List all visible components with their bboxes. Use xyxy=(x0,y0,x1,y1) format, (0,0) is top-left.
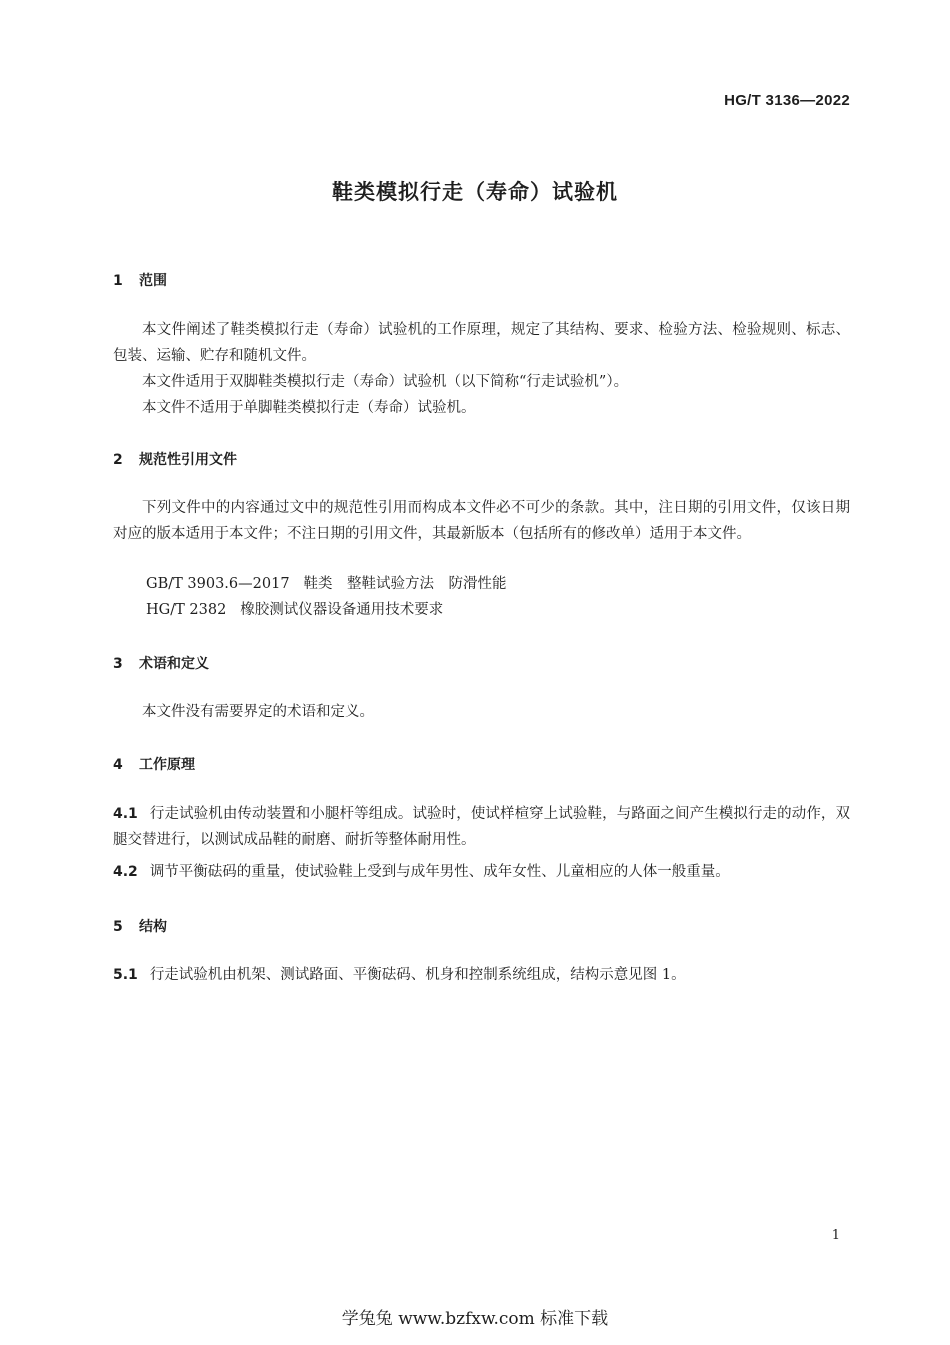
section-4-heading xyxy=(113,754,195,774)
section-5-heading xyxy=(113,916,167,936)
reference-item xyxy=(146,571,507,597)
clause-number: 5.1 xyxy=(113,967,138,983)
section-title: 范围 xyxy=(139,273,167,289)
clause-text: 调节平衡砝码的重量，使试验鞋上受到与成年男性、成年女性、儿童相应的人体一般重量。 xyxy=(149,864,730,880)
clause-number: 4.2 xyxy=(113,864,138,880)
section-3-paragraph-1: 本文件没有需要界定的术语和定义。 xyxy=(142,704,374,720)
reference-title: 橡胶测试仪器设备通用技术要求 xyxy=(240,602,444,618)
section-1-paragraph-3: 本文件不适用于单脚鞋类模拟行走（寿命）试验机。 xyxy=(142,400,476,416)
section-1-heading xyxy=(113,270,167,290)
reference-item xyxy=(146,597,443,623)
reference-code: GB/T 3903.6—2017 xyxy=(146,576,290,592)
footer-watermark: 学兔兔 www.bzfxw.com 标准下载 xyxy=(341,1309,609,1329)
page-number: 1 xyxy=(831,1228,840,1243)
reference-title: 鞋类 整鞋试验方法 防滑性能 xyxy=(303,576,507,592)
clause-text: 行走试验机由机架、测试路面、平衡砝码、机身和控制系统组成，结构示意见图 1。 xyxy=(149,967,686,983)
clause-4-2 xyxy=(113,859,850,885)
section-number: 3 xyxy=(113,656,123,672)
reference-code: HG/T 2382 xyxy=(146,602,227,618)
section-2-paragraph-1: 下列文件中的内容通过文中的规范性引用而构成本文件必不可少的条款。其中，注日期的引用文件，仅该日期对应的版本适用于本文件；不注日期的引用文件，其最新版本（包括所有的修改单）适用于本文件。 xyxy=(113,500,850,542)
section-title: 术语和定义 xyxy=(139,656,209,672)
section-3-heading xyxy=(113,653,209,673)
section-title: 工作原理 xyxy=(139,757,195,773)
clause-text: 行走试验机由传动装置和小腿杆等组成。试验时，使试样楦穿上试验鞋，与路面之间产生模拟行走的动作，双腿交替进行，以测试成品鞋的耐磨、耐折等整体耐用性。 xyxy=(113,806,850,848)
section-title: 结构 xyxy=(139,919,167,935)
clause-4-1 xyxy=(113,801,850,853)
section-1-paragraph-2: 本文件适用于双脚鞋类模拟行走（寿命）试验机（以下简称“行走试验机”）。 xyxy=(142,374,629,390)
section-2-heading xyxy=(113,449,237,469)
section-number: 1 xyxy=(113,273,123,289)
section-number: 5 xyxy=(113,919,123,935)
section-number: 2 xyxy=(113,452,123,468)
section-1-paragraph-1: 本文件阐述了鞋类模拟行走（寿命）试验机的工作原理，规定了其结构、要求、检验方法、检验规则、标志、包装、运输、贮存和随机文件。 xyxy=(113,322,850,364)
standard-code: HG/T 3136—2022 xyxy=(724,92,850,109)
section-number: 4 xyxy=(113,757,123,773)
clause-number: 4.1 xyxy=(113,806,138,822)
document-title: 鞋类模拟行走（寿命）试验机 xyxy=(332,180,618,204)
section-title: 规范性引用文件 xyxy=(139,452,237,468)
clause-5-1 xyxy=(113,962,850,988)
